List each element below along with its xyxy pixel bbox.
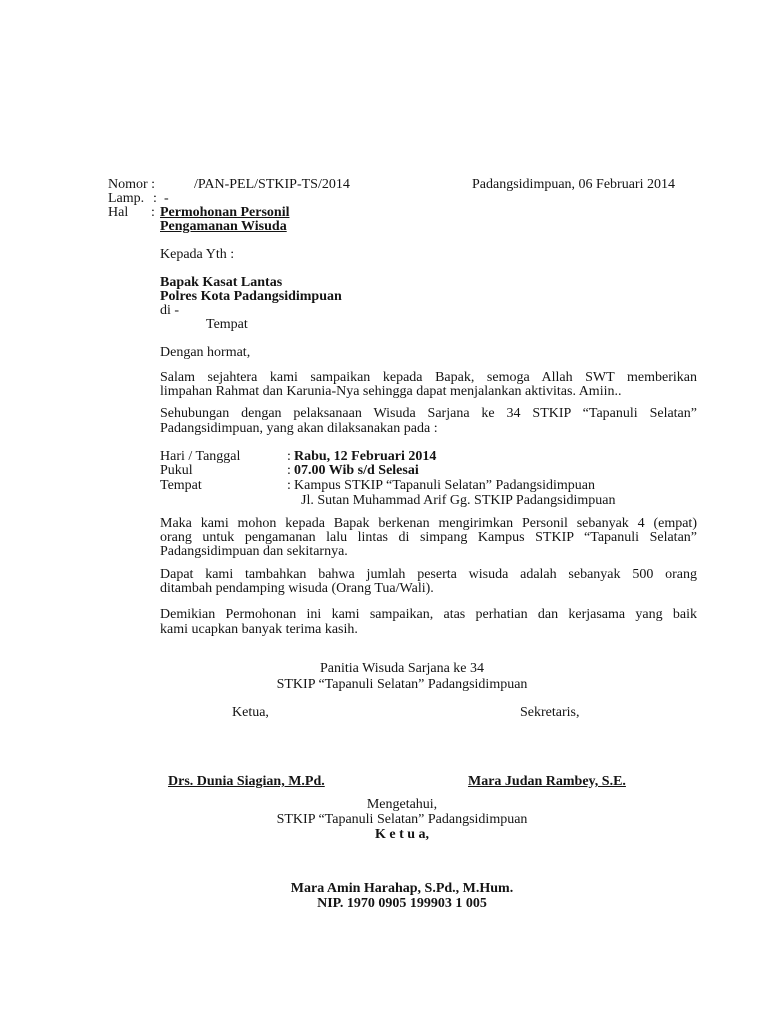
acknowledgement-label: Mengetahui, <box>366 797 438 812</box>
paragraph-3-line-2: orang untuk pengamanan lalu lintas di simpang Kampus STKIP “Tapanuli Selatan” <box>160 530 697 545</box>
hal-colon: : <box>151 205 155 220</box>
event-address: Jl. Sutan Muhammad Arif Gg. STKIP Padangsidimpuan <box>301 493 616 508</box>
paragraph-1-line-2: limpahan Rahmat dan Karunia-Nya sehingga dapat menjalankan aktivitas. Amiin.. <box>160 384 622 399</box>
lamp-value: - <box>164 191 169 206</box>
greeting: Dengan hormat, <box>160 345 251 360</box>
event-value-place: Kampus STKIP “Tapanuli Selatan” Padangsidimpuan <box>294 478 595 493</box>
committee-line-2: STKIP “Tapanuli Selatan” Padangsidimpuan <box>276 677 528 692</box>
recipient-salutation: Kepada Yth : <box>160 247 235 262</box>
event-value-date: Rabu, 12 Februari 2014 <box>294 449 437 464</box>
nomor-label: Nomor : <box>108 177 156 192</box>
committee-line-1: Panitia Wisuda Sarjana ke 34 <box>319 661 485 676</box>
subject-line-2: Pengamanan Wisuda <box>160 219 287 234</box>
place-date: Padangsidimpuan, 06 Februari 2014 <box>472 177 675 192</box>
event-label-date: Hari / Tanggal <box>160 449 241 464</box>
recipient-institution: Polres Kota Padangsidimpuan <box>160 289 342 304</box>
recipient-name: Bapak Kasat Lantas <box>160 275 283 290</box>
hal-label: Hal <box>108 205 129 220</box>
event-label-time: Pukul <box>160 463 193 478</box>
signatory-left-name: Drs. Dunia Siagian, M.Pd. <box>168 774 325 789</box>
nomor-value: /PAN-PEL/STKIP-TS/2014 <box>194 177 350 192</box>
recipient-di: di - <box>160 303 180 318</box>
recipient-place: Tempat <box>206 317 248 332</box>
acknowledgement-name: Mara Amin Harahap, S.Pd., M.Hum. <box>290 881 514 896</box>
paragraph-3-line-3: Padangsidimpuan dan sekitarnya. <box>160 544 348 559</box>
event-colon-place: : <box>287 478 291 493</box>
event-label-place: Tempat <box>160 478 202 493</box>
paragraph-4-line-1: Dapat kami tambahkan bahwa jumlah peserta wisuda adalah sebanyak 500 orang <box>160 567 697 582</box>
acknowledgement-nip: NIP. 1970 0905 199903 1 005 <box>317 896 487 911</box>
signatory-right-name: Mara Judan Rambey, S.E. <box>468 774 626 789</box>
acknowledgement-title: K e t u a, <box>374 827 430 842</box>
paragraph-5-line-1: Demikian Permohonan ini kami sampaikan, atas perhatian dan kerjasama yang baik <box>160 607 697 622</box>
paragraph-4-line-2: ditambah pendamping wisuda (Orang Tua/Wali). <box>160 581 434 596</box>
signatory-right-title: Sekretaris, <box>520 705 580 720</box>
paragraph-3-line-1: Maka kami mohon kepada Bapak berkenan mengirimkan Personil sebanyak 4 (empat) <box>160 516 697 531</box>
signatory-left-title: Ketua, <box>232 705 269 720</box>
lamp-label: Lamp. <box>108 191 145 206</box>
paragraph-1-line-1: Salam sejahtera kami sampaikan kepada Bapak, semoga Allah SWT memberikan <box>160 370 697 385</box>
event-value-time: 07.00 Wib s/d Selesai <box>294 463 419 478</box>
paragraph-5-line-2: kami ucapkan banyak terima kasih. <box>160 622 358 637</box>
event-colon-time: : <box>287 463 291 478</box>
lamp-colon: : <box>153 191 157 206</box>
subject-line-1: Permohonan Personil <box>160 205 290 220</box>
paragraph-2-line-2: Padangsidimpuan, yang akan dilaksanakan pada : <box>160 421 438 436</box>
acknowledgement-institution: STKIP “Tapanuli Selatan” Padangsidimpuan <box>276 812 528 827</box>
paragraph-2-line-1: Sehubungan dengan pelaksanaan Wisuda Sarjana ke 34 STKIP “Tapanuli Selatan” <box>160 406 697 421</box>
event-colon-date: : <box>287 449 291 464</box>
